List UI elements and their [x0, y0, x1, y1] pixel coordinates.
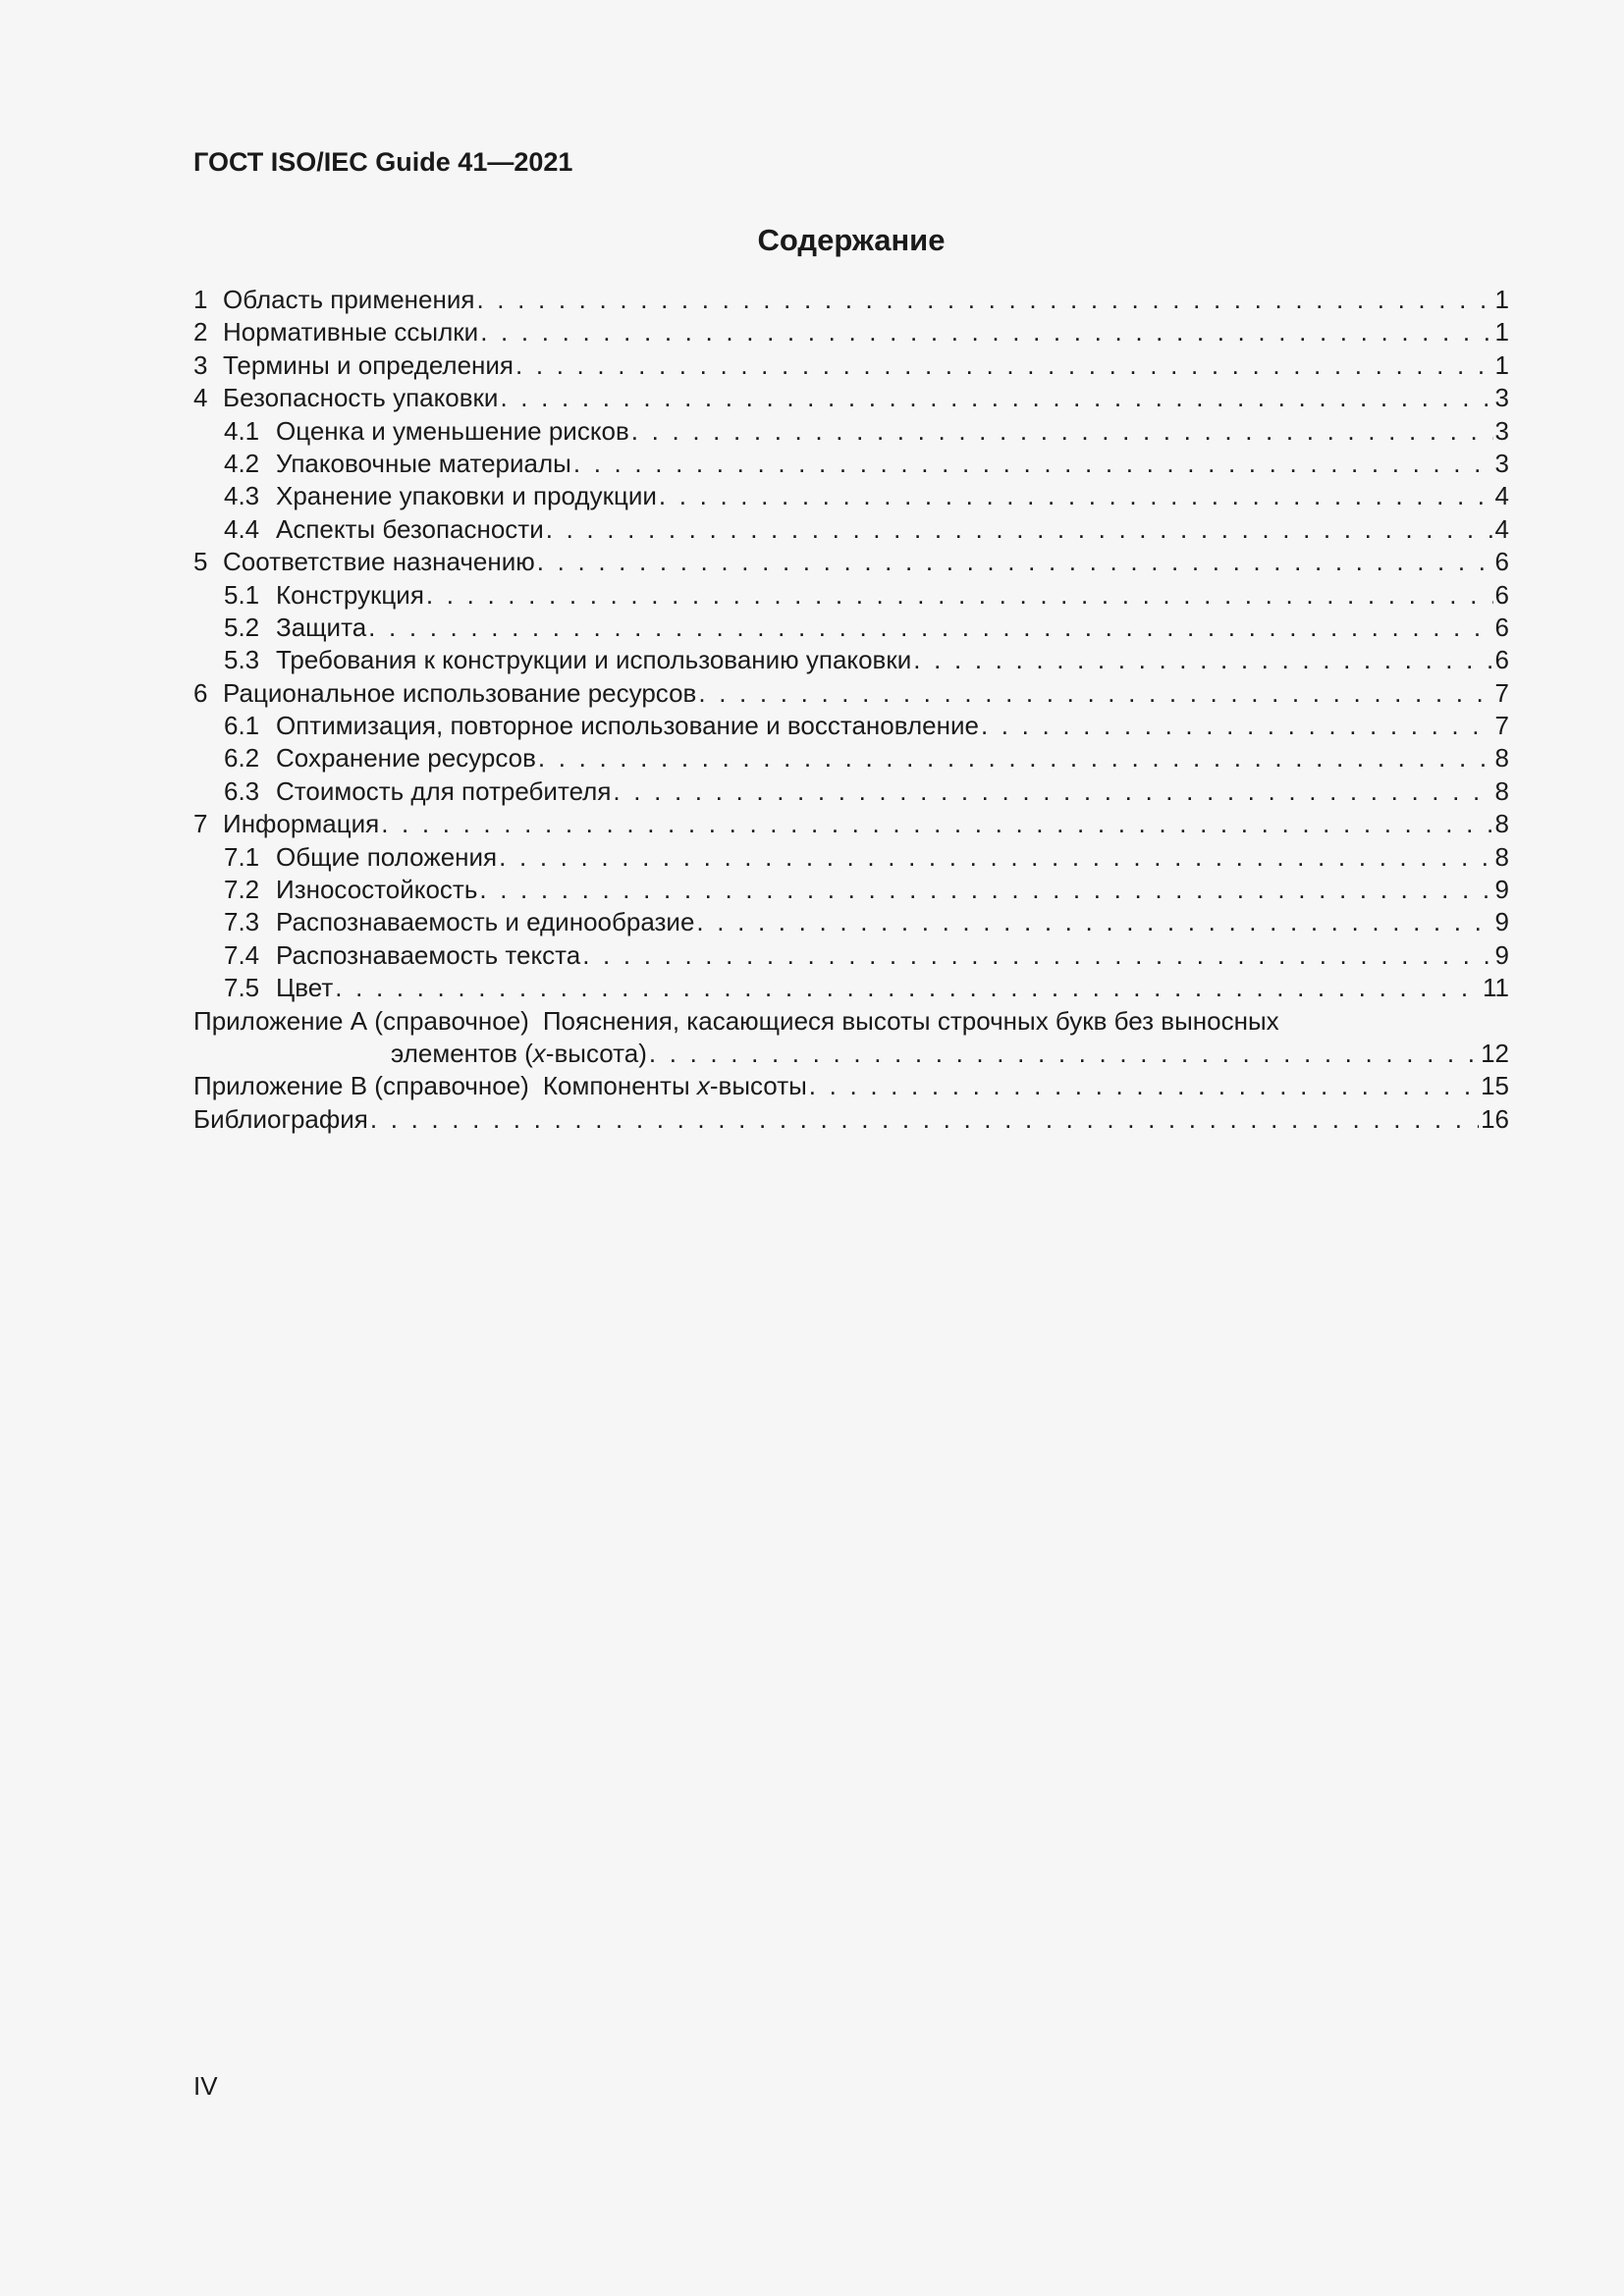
toc-entry-label [193, 677, 696, 710]
toc-entry-title: Конструкция [276, 579, 424, 610]
toc-entry-page: 4 [1494, 513, 1509, 544]
toc-entry-label [224, 775, 611, 808]
toc-entry-label [224, 939, 580, 972]
annex-b-page: 15 [1481, 1071, 1509, 1101]
toc-entry-number: 5.1 [224, 579, 260, 610]
toc-entry-title: Соответствие назначению [223, 547, 535, 577]
toc-entry[interactable] [193, 841, 1509, 874]
toc-entry-number: 4.1 [224, 415, 260, 446]
toc-entry-title: Безопасность упаковки [223, 383, 499, 413]
annex-a-prefix: Приложение А (справочное) [193, 1005, 529, 1036]
dot-leader [631, 415, 1493, 448]
toc-entry-title: Оценка и уменьшение рисков [276, 415, 629, 446]
toc-entry-label [224, 841, 497, 874]
toc-entry-page: 8 [1494, 775, 1509, 806]
toc-entry[interactable] [193, 612, 1509, 644]
toc-entry-page: 8 [1494, 743, 1509, 774]
toc-entry-title: Информация [223, 809, 380, 839]
toc-entry-label [224, 906, 694, 938]
toc-entry[interactable] [193, 742, 1509, 774]
table-of-contents [193, 284, 1509, 1136]
toc-entry[interactable] [193, 382, 1509, 414]
toc-entry[interactable] [193, 480, 1509, 512]
toc-entry-number: 4.3 [224, 481, 260, 511]
annex-b-title [193, 1070, 807, 1102]
toc-entry[interactable] [193, 316, 1509, 348]
toc-entry-number: 4.2 [224, 448, 260, 478]
toc-entry-title: Упаковочные материалы [276, 448, 571, 478]
annex-a-line2-end: -высота) [545, 1038, 647, 1068]
annex-b-label-start: Компоненты [542, 1071, 697, 1101]
toc-annex-a-continuation[interactable] [193, 1038, 1509, 1070]
toc-entry-page: 9 [1494, 875, 1509, 905]
toc-entry[interactable] [193, 906, 1509, 938]
toc-entry-page: 9 [1494, 939, 1509, 970]
toc-entry-number: 6.2 [224, 743, 260, 774]
toc-entry-label [224, 874, 477, 906]
dot-leader [426, 579, 1493, 612]
toc-entry-number: 1 [193, 285, 208, 314]
toc-entry[interactable] [193, 284, 1509, 316]
toc-entry-title: Общие положения [276, 841, 498, 872]
annex-a-page: 12 [1481, 1038, 1509, 1068]
bibliography-page: 16 [1481, 1103, 1509, 1134]
dot-leader [809, 1070, 1479, 1102]
annex-b-prefix: Приложение В (справочное) [193, 1071, 529, 1101]
toc-entry-title: Нормативные ссылки [223, 317, 479, 347]
toc-entry[interactable] [193, 775, 1509, 808]
toc-entry[interactable] [193, 546, 1509, 578]
toc-entry-title: Аспекты безопасности [276, 513, 544, 544]
toc-entry-title: Защита [276, 612, 367, 642]
toc-entries [193, 284, 1509, 1005]
toc-entry-label [224, 972, 333, 1004]
toc-entry[interactable] [193, 808, 1509, 840]
toc-entry-page: 4 [1494, 481, 1509, 511]
dot-leader [538, 742, 1493, 774]
toc-entry[interactable] [193, 677, 1509, 710]
toc-entry-page: 6 [1494, 612, 1509, 642]
toc-entry-label [224, 579, 424, 612]
toc-entry-title: Распознаваемость текста [276, 939, 581, 970]
toc-entry-page: 3 [1494, 448, 1509, 478]
annex-a-title-line1: Пояснения, касающиеся высоты строчных букв без выносных [542, 1005, 1279, 1036]
toc-entry-number: 7.2 [224, 875, 260, 905]
toc-entry-number: 6.1 [224, 711, 260, 741]
toc-entry-number: 4 [193, 383, 208, 413]
toc-entry-page: 8 [1494, 809, 1509, 839]
dot-leader [370, 1103, 1479, 1136]
dot-leader [659, 480, 1493, 512]
toc-annex-a[interactable] [193, 1005, 1509, 1038]
toc-entry-title: Требования к конструкции и использованию упаковки [276, 645, 912, 675]
toc-entry-number: 5.2 [224, 612, 260, 642]
toc-entry-title: Область применения [223, 285, 475, 314]
bibliography-label: Библиография [193, 1103, 368, 1134]
toc-entry-number: 4.4 [224, 513, 260, 544]
toc-entry[interactable] [193, 513, 1509, 546]
toc-entry-page: 6 [1494, 547, 1509, 577]
toc-entry-page: 6 [1494, 579, 1509, 610]
toc-entry-page: 6 [1494, 645, 1509, 675]
toc-bibliography[interactable] [193, 1103, 1509, 1136]
toc-entry-number: 5.3 [224, 645, 260, 675]
toc-entry-title: Оптимизация, повторное использование и восстановление [276, 711, 979, 741]
dot-leader [480, 316, 1492, 348]
toc-entry-label [193, 316, 478, 348]
toc-entry[interactable] [193, 579, 1509, 612]
dot-leader [476, 284, 1492, 316]
toc-annex-b[interactable] [193, 1070, 1509, 1102]
toc-entry-number: 6.3 [224, 775, 260, 806]
toc-entry-page: 3 [1494, 415, 1509, 446]
toc-title: Содержание [757, 223, 946, 257]
toc-entry-number: 7 [193, 809, 208, 839]
dot-leader [515, 349, 1493, 382]
dot-leader [981, 710, 1493, 742]
annex-b-label-italic: x [696, 1071, 710, 1101]
annex-b-label-end: -высоты [709, 1071, 807, 1101]
toc-entry[interactable] [193, 644, 1509, 676]
toc-entry-label [193, 284, 474, 316]
dot-leader [381, 808, 1492, 840]
toc-entry[interactable] [193, 939, 1509, 972]
toc-entry-title: Распознаваемость и единообразие [276, 907, 695, 937]
toc-entry-page: 1 [1494, 317, 1509, 347]
toc-entry-title: Стоимость для потребителя [276, 775, 612, 806]
dot-leader [546, 513, 1493, 546]
toc-entry-number: 3 [193, 349, 208, 380]
toc-entry-label [193, 349, 514, 382]
toc-entry-label [224, 448, 571, 480]
toc-entry-label [224, 415, 629, 448]
toc-entry-title: Сохранение ресурсов [276, 743, 536, 774]
dot-leader [913, 644, 1492, 676]
toc-entry-page: 7 [1494, 677, 1509, 708]
dot-leader [573, 448, 1493, 480]
dot-leader [696, 906, 1492, 938]
toc-entry-label [193, 382, 498, 414]
toc-entry-number: 5 [193, 547, 208, 577]
page-number: IV [193, 2071, 218, 2101]
toc-entry-page: 3 [1494, 383, 1509, 413]
dot-leader [613, 775, 1492, 808]
toc-entry-title: Цвет [276, 973, 334, 1003]
toc-entry[interactable] [193, 710, 1509, 742]
dot-leader [649, 1038, 1479, 1070]
toc-entry-label [224, 742, 536, 774]
toc-entry[interactable] [193, 415, 1509, 448]
toc-entry-title: Хранение упаковки и продукции [276, 481, 657, 511]
dot-leader [582, 939, 1492, 972]
toc-entry-title: Рациональное использование ресурсов [223, 677, 697, 708]
toc-entry-label [193, 808, 379, 840]
dot-leader [368, 612, 1492, 644]
toc-entry-number: 7.1 [224, 841, 260, 872]
toc-entry-number: 6 [193, 677, 208, 708]
dot-leader [335, 972, 1481, 1004]
toc-entry-page: 1 [1494, 285, 1509, 314]
toc-entry-page: 1 [1494, 349, 1509, 380]
toc-entry-label [224, 513, 544, 546]
toc-entry[interactable] [193, 874, 1509, 906]
dot-leader [537, 546, 1493, 578]
toc-entry[interactable] [193, 349, 1509, 382]
annex-a-title-line2 [391, 1038, 647, 1070]
toc-entry-number: 7.4 [224, 939, 260, 970]
toc-entry-label [224, 612, 366, 644]
annex-a-line2-italic: x [532, 1038, 546, 1068]
toc-entry-label [224, 644, 911, 676]
toc-entry-number: 7.3 [224, 907, 260, 937]
document-header: ГОСТ ISO/IEC Guide 41—2021 [193, 147, 573, 177]
annex-a-line2-start: элементов ( [391, 1038, 533, 1068]
toc-entry-page: 8 [1494, 841, 1509, 872]
dot-leader [499, 841, 1492, 874]
dot-leader [479, 874, 1492, 906]
toc-entry-label [224, 480, 657, 512]
dot-leader [698, 677, 1492, 710]
toc-entry-title: Износостойкость [276, 875, 478, 905]
toc-entry[interactable] [193, 972, 1509, 1004]
toc-entry-number: 7.5 [224, 973, 260, 1003]
toc-entry-page: 9 [1494, 907, 1509, 937]
toc-entry-title: Термины и определения [223, 349, 514, 380]
toc-entry-label [193, 546, 535, 578]
dot-leader [500, 382, 1492, 414]
toc-entry-number: 2 [193, 317, 208, 347]
toc-entry-page: 11 [1483, 973, 1509, 1003]
toc-entry-label [224, 710, 979, 742]
toc-entry-page: 7 [1494, 711, 1509, 741]
toc-entry[interactable] [193, 448, 1509, 480]
